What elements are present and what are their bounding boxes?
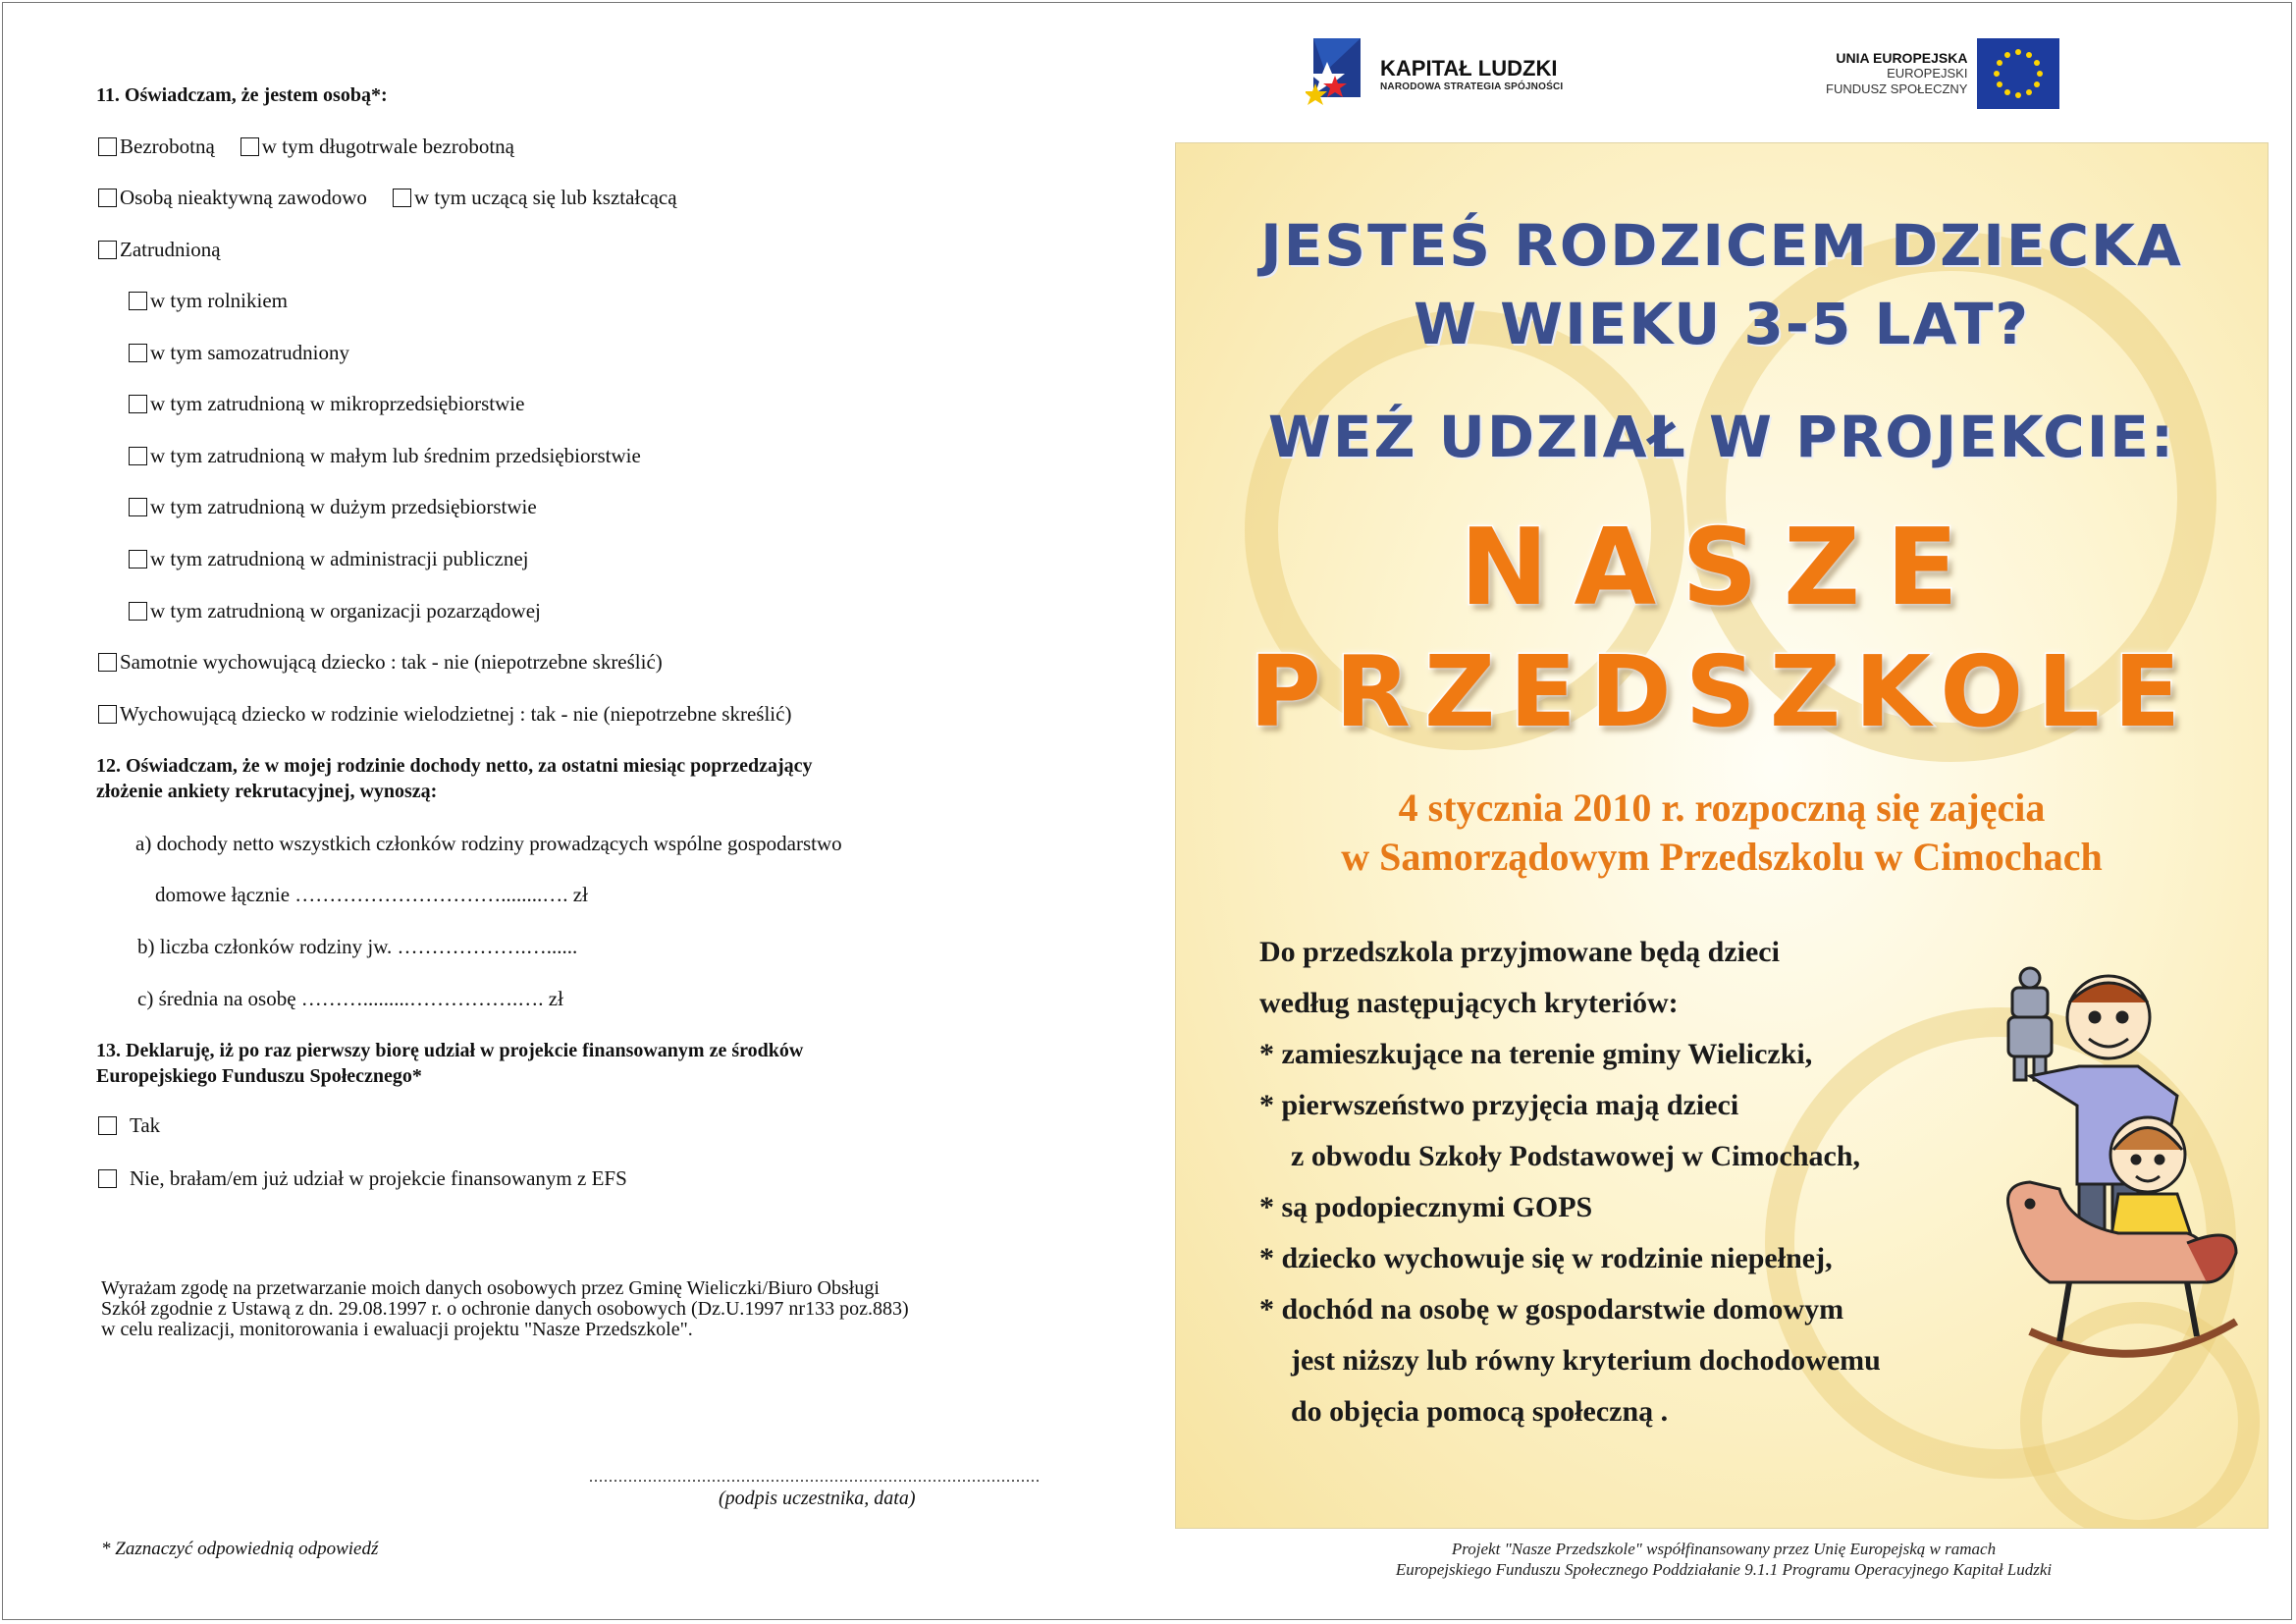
q12-a-line1: a) dochody netto wszystkich członków rodziny prowadzących wspólne gospodarstwo <box>135 832 842 855</box>
kapital-ludzki-emblem-icon <box>1306 32 1366 115</box>
label-micro-enterprise: w tym zatrudnioną w mikroprzedsiębiorstwie <box>150 392 525 415</box>
signature-line[interactable]: ............................................................................................ <box>589 1469 1041 1486</box>
checkbox-large-enterprise[interactable] <box>129 498 147 516</box>
checkbox-unemployed[interactable] <box>98 137 117 156</box>
form-page <box>0 0 1129 1624</box>
checkbox-q13-yes[interactable] <box>98 1116 117 1135</box>
q11-employed-sub-row <box>129 443 641 468</box>
label-self-employed: w tym samozatrudniony <box>150 341 349 364</box>
q12-heading-line1: 12. Oświadczam, że w mojej rodzinie dochody netto, za ostatni miesiąc poprzedzający <box>96 755 813 777</box>
criteria-line: * dziecko wychowuje się w rodzinie niepełnej, <box>1259 1242 1833 1274</box>
kapital-ludzki-subtitle: NARODOWA STRATEGIA SPÓJNOŚCI <box>1380 81 1564 92</box>
consent-line: w celu realizacji, monitorowania i ewaluacji projektu "Nasze Przedszkole". <box>101 1319 693 1340</box>
kapital-ludzki-title: KAPITAŁ LUDZKI <box>1380 55 1558 81</box>
checkbox-ngo[interactable] <box>129 602 147 621</box>
label-q13-no: Nie, brałam/em już udział w projekcie finansowanym z EFS <box>130 1166 627 1190</box>
eu-fund-line2: FUNDUSZ SPOŁECZNY <box>1826 81 1968 96</box>
label-farmer: w tym rolnikiem <box>150 289 288 312</box>
q11-row-large-family <box>98 701 791 727</box>
checkbox-farmer[interactable] <box>129 292 147 310</box>
checkbox-self-employed[interactable] <box>129 344 147 362</box>
q13-row-yes <box>98 1112 160 1138</box>
eu-fund-line1: EUROPEJSKI <box>1887 66 1968 81</box>
q13-heading-line1: 13. Deklaruję, iż po raz pierwszy biorę udział w projekcie finansowanym ze środków <box>96 1040 804 1061</box>
label-employed: Zatrudnioną <box>120 238 221 261</box>
q12-heading <box>96 753 813 804</box>
q12-b-line[interactable]: b) liczba członków rodziny jw. ……………….…...... <box>137 935 578 958</box>
q13-heading <box>96 1038 803 1089</box>
consent-text <box>101 1278 1083 1340</box>
funding-footer <box>1178 1539 2269 1580</box>
funding-footer-line1: Projekt "Nasze Przedszkole" współfinansowany przez Unię Europejską w ramach <box>1451 1540 1997 1558</box>
q11-row-single-parent <box>98 649 663 675</box>
consent-line: Szkół zgodnie z Ustawą z dn. 29.08.1997 r. o ochronie danych osobowych (Dz.U.1997 nr133 poz.883) <box>101 1298 909 1320</box>
criteria-line: do objęcia pomocą społeczną . <box>1291 1395 1669 1428</box>
label-large-family: Wychowującą dziecko w rodzinie wielodzietnej : tak - nie (niepotrzebne skreślić) <box>120 702 792 726</box>
checkbox-sme[interactable] <box>129 447 147 465</box>
criteria-line: według następujących kryteriów: <box>1259 987 1679 1019</box>
q11-heading: 11. Oświadczam, że jestem osobą*: <box>96 84 388 106</box>
label-q13-yes: Tak <box>130 1113 161 1137</box>
label-studying: w tym uczącą się lub kształcącą <box>413 186 677 209</box>
criteria-line: * pierwszeństwo przyjęcia mają dzieci <box>1259 1089 1739 1121</box>
criteria-line: * dochód na osobę w gospodarstwie domowym <box>1259 1293 1844 1326</box>
criteria-line: Do przedszkola przyjmowane będą dzieci <box>1259 936 1780 968</box>
start-date-line1: 4 stycznia 2010 r. rozpoczną się zajęcia <box>1398 785 2046 830</box>
signature-caption: (podpis uczestnika, data) <box>719 1488 916 1509</box>
kapital-ludzki-logo <box>1306 29 1620 118</box>
eu-title: UNIA EUROPEJSKA <box>1836 50 1968 66</box>
headline-line1: JESTEŚ RODZICEM DZIECKA <box>1260 212 2183 279</box>
q11-employed-sub-row <box>129 288 288 313</box>
q11-employed-sub-row <box>129 391 524 416</box>
poster <box>1175 142 2269 1529</box>
headline-line3: WEŹ UDZIAŁ W PROJEKCIE: <box>1267 404 2176 470</box>
checkbox-inactive[interactable] <box>98 189 117 207</box>
checkbox-studying[interactable] <box>393 189 411 207</box>
q12-c-line[interactable]: c) średnia na osobę ……….........…………….…. zł <box>137 987 563 1010</box>
label-sme: w tym zatrudnioną w małym lub średnim przedsiębiorstwie <box>150 444 641 467</box>
q11-row-unemployed <box>98 134 514 159</box>
label-long-term-unemployed: w tym długotrwale bezrobotną <box>261 135 514 158</box>
checkbox-large-family[interactable] <box>98 705 117 724</box>
label-large-enterprise: w tym zatrudnioną w dużym przedsiębiorstwie <box>150 495 537 518</box>
title-przedszkole: PRZEDSZKOLE <box>1249 634 2195 749</box>
criteria-line: * zamieszkujące na terenie gminy Wieliczki, <box>1259 1038 1813 1070</box>
label-public-administration: w tym zatrudnioną w administracji publicznej <box>150 547 529 570</box>
q11-row-inactive <box>98 185 677 210</box>
eu-flag-icon <box>1977 38 2059 109</box>
q11-employed-sub-row <box>129 494 537 519</box>
start-date-line2: w Samorządowym Przedszkolu w Cimochach <box>1341 835 2103 879</box>
checkbox-single-parent[interactable] <box>98 653 117 672</box>
label-single-parent: Samotnie wychowującą dziecko : tak - nie (niepotrzebne skreślić) <box>120 650 663 674</box>
title-nasze: NASZE <box>1460 507 1984 629</box>
q13-row-no <box>98 1165 627 1191</box>
q11-row-employed <box>98 237 221 262</box>
q12-a-line2[interactable]: domowe łącznie …………………………........…. zł <box>155 883 588 906</box>
footnote: * Zaznaczyć odpowiednią odpowiedź <box>101 1539 379 1559</box>
label-ngo: w tym zatrudnioną w organizacji pozarządowej <box>150 599 541 623</box>
headline-line2: W WIEKU 3-5 LAT? <box>1413 291 2031 357</box>
q11-employed-sub-row <box>129 340 349 365</box>
checkbox-public-administration[interactable] <box>129 550 147 568</box>
checkbox-q13-no[interactable] <box>98 1169 117 1188</box>
criteria-line: * są podopiecznymi GOPS <box>1259 1191 1593 1223</box>
label-unemployed: Bezrobotną <box>120 135 215 158</box>
eu-logo <box>1826 29 2091 118</box>
criteria-line: jest niższy lub równy kryterium dochodowemu <box>1291 1344 1881 1377</box>
children-illustration <box>1991 958 2246 1380</box>
checkbox-long-term-unemployed[interactable] <box>240 137 259 156</box>
funding-footer-line2: Europejskiego Funduszu Społecznego Poddziałanie 9.1.1 Programu Operacyjnego Kapitał Ludzki <box>1395 1560 2053 1579</box>
criteria-line: z obwodu Szkoły Podstawowej w Cimochach, <box>1291 1140 1861 1172</box>
q12-heading-line2: złożenie ankiety rekrutacyjnej, wynoszą: <box>96 781 438 802</box>
checkbox-micro-enterprise[interactable] <box>129 395 147 413</box>
consent-line: Wyrażam zgodę na przetwarzanie moich danych osobowych przez Gminę Wieliczki/Biuro Obsługi <box>101 1277 880 1299</box>
checkbox-employed[interactable] <box>98 241 117 259</box>
label-inactive: Osobą nieaktywną zawodowo <box>120 186 367 209</box>
q11-employed-sub-row <box>129 546 528 571</box>
q13-heading-line2: Europejskiego Funduszu Społecznego* <box>96 1065 422 1087</box>
q11-employed-sub-row <box>129 598 541 623</box>
